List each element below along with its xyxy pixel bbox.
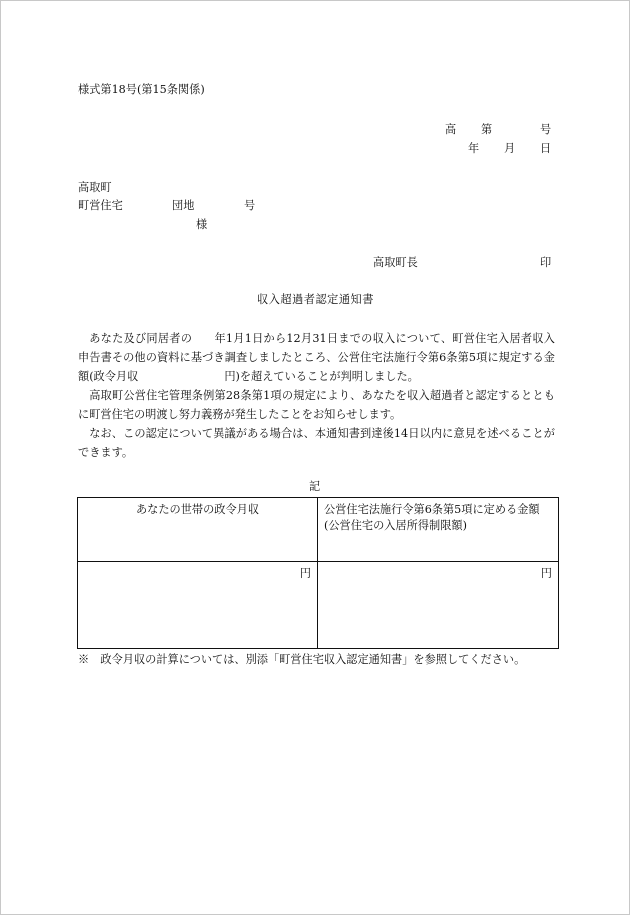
paragraph-2: 高取町公営住宅管理条例第28条第1項の規定により、あなたを収入超過者と認定するとともに町営住宅の明渡し努力義務が発生したことをお知らせします。 (78, 389, 555, 421)
recipient-honorific: 様 (196, 218, 208, 231)
paragraph-3: なお、この認定について異議がある場合は、本通知書到達後14日以内に意見を述べることができます。 (78, 427, 555, 459)
doc-number-mid: 第 (481, 123, 493, 136)
body-text (78, 329, 555, 462)
recipient-housing: 町営住宅 (78, 199, 123, 212)
footnote: ※ 政令月収の計算については、別添「町営住宅収入認定通知書」を参照してください。 (78, 653, 526, 666)
doc-number-suffix: 号 (540, 123, 552, 136)
header-limit-amount: 公営住宅法施行令第6条第5項に定める金額 (公営住宅の入居所得制限額) (318, 498, 559, 562)
document-title: 収入超過者認定通知書 (257, 293, 374, 306)
header-household-income: あなたの世帯の政令月収 (78, 498, 318, 562)
paragraph-1: あなた及び同居者の 年1月1日から12月31日までの収入について、町営住宅入居者収入申告書その他の資料に基づき調査しましたところ、公営住宅法施行令第6条第5項に規定する金額(政令月収 円)を超えていることが判明しました。 (78, 332, 555, 383)
recipient-town: 高取町 (78, 181, 112, 194)
doc-number-prefix: 高 (445, 123, 457, 136)
limit-amount-value: 円 (318, 562, 559, 649)
date-month: 月 (504, 142, 516, 155)
recipient-number: 号 (244, 199, 256, 212)
date-day: 日 (540, 142, 552, 155)
form-number: 様式第18号(第15条関係) (78, 83, 205, 96)
table-header-row (78, 498, 559, 562)
table-value-row (78, 562, 559, 649)
income-table (77, 497, 559, 649)
household-income-value: 円 (78, 562, 318, 649)
seal-mark: 印 (540, 256, 552, 269)
date-year: 年 (468, 142, 480, 155)
ki-heading: 記 (309, 480, 321, 493)
recipient-estate: 団地 (172, 199, 195, 212)
issuer-title: 高取町長 (373, 256, 418, 269)
